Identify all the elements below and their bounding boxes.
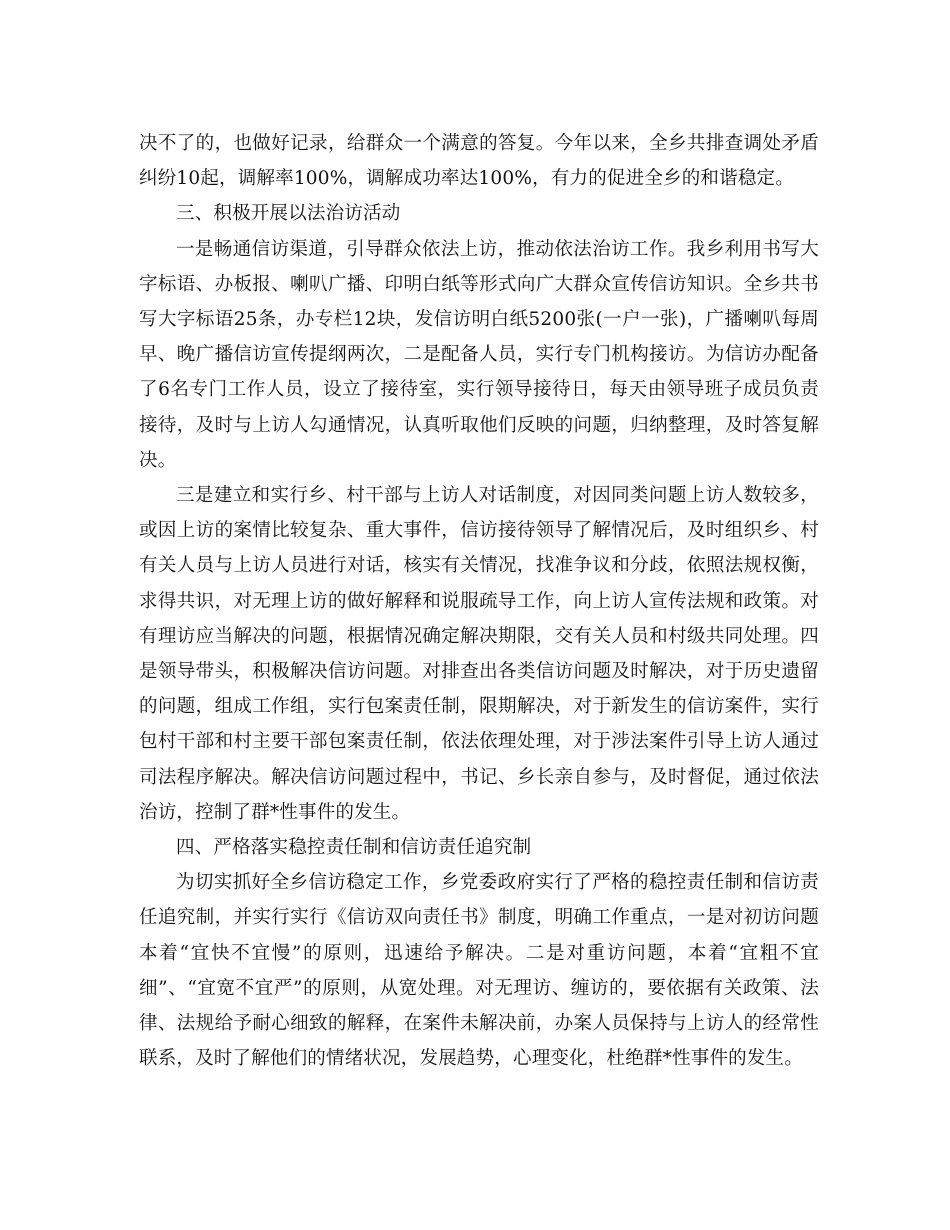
paragraph-continuation: 决不了的，也做好记录，给群众一个满意的答复。今年以来，全乡共排查调处矛盾纠纷10起，调解率100%，调解成功率达100%，有力的促进全乡的和谐稳定。 [139, 133, 819, 190]
document-body [139, 126, 819, 1076]
section-heading-four: 四、严格落实稳控责任制和信访责任追究制 [176, 837, 532, 859]
paragraph-responsibility-system: 为切实抓好全乡信访稳定工作，乡党委政府实行了严格的稳控责任制和信访责任追究制，并实行实行《信访双向责任书》制度，明确工作重点，一是对初访问题本着“宜快不宜慢”的原则，迅速给予解决。二是对重访问题，本着“宜粗不宜细”、“宜宽不宜严”的原则，从宽处理。对无理访、缠访的，要依据有关政策、法律、法规给予耐心细致的解释，在案件未解决前，办案人员保持与上访人的经常性联系，及时了解他们的情绪状况，发展趋势，心理变化，杜绝群*性事件的发生。 [139, 872, 819, 1070]
paragraph-dialogue-system: 三是建立和实行乡、村干部与上访人对话制度，对因同类问题上访人数较多，或因上访的案情比较复杂、重大事件，信访接待领导了解情况后，及时组织乡、村有关人员与上访人员进行对话，核实有关情况，找准争议和分歧，依照法规权衡，求得共识，对无理上访的做好解释和说服疏导工作，向上访人宣传法规和政策。对有理访应当解决的问题，根据情况确定解决期限，交有关人员和村级共同处理。四是领导带头，积极解决信访问题。对排查出各类信访问题及时解决，对于历史遗留的问题，组成工作组，实行包案责任制，限期解决，对于新发生的信访案件，实行包村干部和村主要干部包案责任制，依法依理处理，对于涉法案件引导上访人通过司法程序解决。解决信访问题过程中，书记、乡长亲自参与，及时督促，通过依法治访，控制了群*性事件的发生。 [139, 485, 819, 823]
paragraph-petition-channels: 一是畅通信访渠道，引导群众依法上访，推动依法治访工作。我乡利用书写大字标语、办板报、喇叭广播、印明白纸等形式向广大群众宣传信访知识。全乡共书写大字标语25条，办专栏12块，发信访明白纸5200张(一户一张)，广播喇叭每周早、晚广播信访宣传提纲两次，二是配备人员，实行专门机构接访。为信访办配备了6名专门工作人员，设立了接待室，实行领导接待日，每天由领导班子成员负责接待，及时与上访人勾通情况，认真听取他们反映的问题，归纳整理，及时答复解决。 [139, 238, 819, 471]
section-heading-three: 三、积极开展以法治访活动 [176, 203, 401, 225]
